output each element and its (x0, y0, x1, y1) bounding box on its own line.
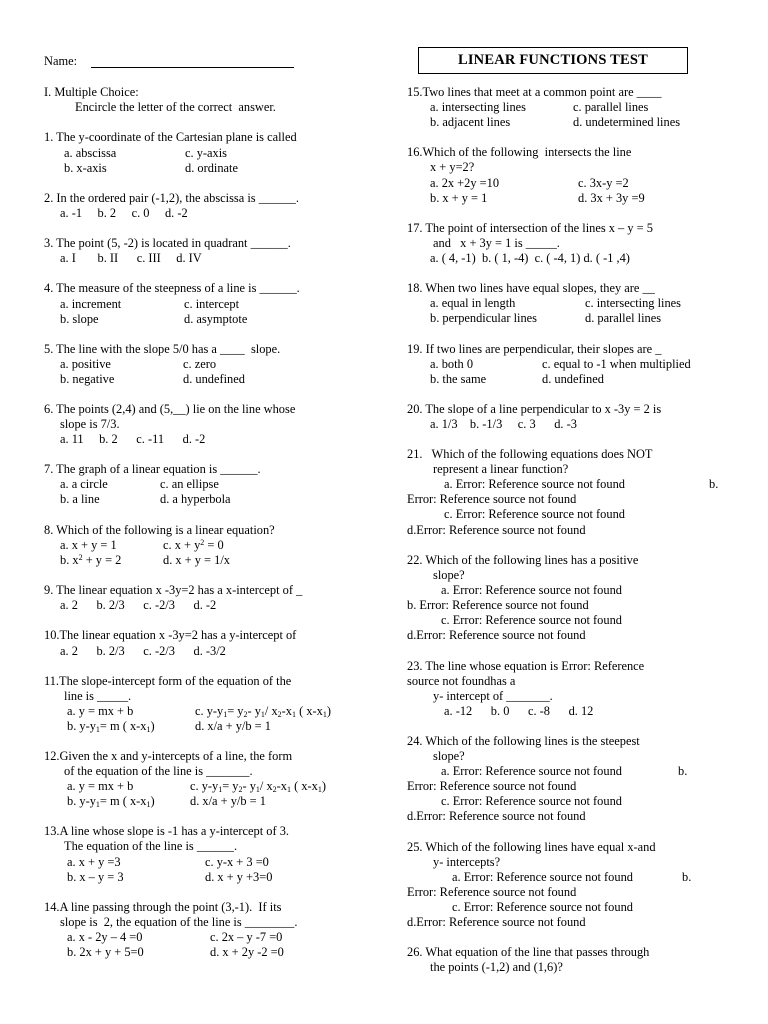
subscript: 1 (146, 800, 151, 809)
question-1: 1. The y-coordinate of the Cartesian plane is called (44, 130, 297, 144)
question-25: 25. Which of the following lines have equal x-and (407, 840, 656, 854)
choice-15d[interactable]: d. undetermined lines (573, 115, 681, 129)
choice-25c[interactable]: c. Error: Reference source not found (452, 900, 633, 914)
question-13-cont: The equation of the line is ______. (64, 839, 238, 853)
question-9: 9. The linear equation x -3y=2 has a x-intercept of _ (44, 583, 303, 597)
t: ( x-x (291, 779, 318, 793)
question-22-cont: slope? (433, 568, 465, 582)
question-4: 4. The measure of the steepness of a line is ______. (44, 281, 300, 295)
t: -x (281, 704, 292, 718)
choice-7a[interactable]: a. a circle (60, 477, 108, 491)
t: ) (321, 779, 326, 793)
choice-16d[interactable]: d. 3x + 3y =9 (578, 191, 645, 205)
question-24-cont: slope? (433, 749, 465, 763)
subscript: 1 (260, 710, 265, 719)
choice-22b[interactable]: b. Error: Reference source not found (407, 598, 589, 612)
choice-16a[interactable]: a. 2x +2y =10 (430, 176, 500, 190)
t: / x (264, 704, 278, 718)
choice-18b[interactable]: b. perpendicular lines (430, 311, 538, 325)
subscript: 1 (146, 725, 151, 734)
question-13: 13.A line whose slope is -1 has a y-intercept of 3. (44, 824, 290, 838)
question-25-cont: y- intercepts? (433, 855, 501, 869)
question-7: 7. The graph of a linear equation is ______. (44, 462, 261, 476)
choice-5b[interactable]: b. negative (60, 372, 115, 386)
question-15: 15.Two lines that meet at a common point are ____ (407, 85, 662, 99)
choices-10[interactable]: a. 2 b. 2/3 c. -2/3 d. -3/2 (60, 644, 226, 658)
subscript: 2 (238, 785, 243, 794)
choice-12a[interactable]: a. y = mx + b (67, 779, 134, 793)
choices-2[interactable]: a. -1 b. 2 c. 0 d. -2 (60, 206, 188, 220)
choice-21b-label[interactable]: b. (709, 477, 719, 491)
choice-25b[interactable]: Error: Reference source not found (407, 885, 577, 899)
choice-24b-label[interactable]: b. (678, 764, 688, 778)
question-21-cont: represent a linear function? (433, 462, 569, 476)
t: - y (247, 704, 261, 718)
choice-24a[interactable]: a. Error: Reference source not found (441, 764, 622, 778)
question-16: 16.Which of the following intersects the line (407, 145, 632, 159)
question-2: 2. In the ordered pair (-1,2), the abscissa is ______. (44, 191, 299, 205)
choice-13d[interactable]: d. x + y +3=0 (205, 870, 273, 884)
subscript: 1 (255, 785, 260, 794)
choice-13a[interactable]: a. x + y =3 (67, 855, 121, 869)
choice-5a[interactable]: a. positive (60, 357, 111, 371)
t: c. y-y (195, 704, 224, 718)
choice-1c[interactable]: c. y-axis (185, 146, 227, 160)
choice-8c-text-end: = 0 (204, 538, 224, 552)
question-8: 8. Which of the following is a linear equation? (44, 523, 275, 537)
choice-19b[interactable]: b. the same (430, 372, 487, 386)
choice-14d[interactable]: d. x + 2y -2 =0 (210, 945, 284, 959)
choice-15a[interactable]: a. intersecting lines (430, 100, 526, 114)
choice-14c[interactable]: c. 2x – y -7 =0 (210, 930, 283, 944)
question-18: 18. When two lines have equal slopes, they are __ (407, 281, 655, 295)
choice-13c[interactable]: c. y-x + 3 =0 (205, 855, 269, 869)
choice-24b[interactable]: Error: Reference source not found (407, 779, 577, 793)
choice-14b[interactable]: b. 2x + y + 5=0 (67, 945, 144, 959)
choice-15c[interactable]: c. parallel lines (573, 100, 649, 114)
choice-19d[interactable]: d. undefined (542, 372, 604, 386)
subscript: 2 (272, 785, 277, 794)
subscript: 1 (287, 785, 291, 794)
choice-7d[interactable]: d. a hyperbola (160, 492, 231, 506)
t: b. y-y (67, 794, 96, 808)
choices-9[interactable]: a. 2 b. 2/3 c. -2/3 d. -2 (60, 598, 217, 612)
choice-1d[interactable]: d. ordinate (185, 161, 238, 175)
question-14: 14.A line passing through the point (3,-1). If its (44, 900, 282, 914)
subscript: 1 (322, 710, 327, 719)
t: -x (276, 779, 287, 793)
choice-8b-text: b. x (60, 553, 79, 567)
choice-16c[interactable]: c. 3x-y =2 (578, 176, 629, 190)
question-23: 23. The line whose equation is Error: Reference (407, 659, 645, 673)
name-blank[interactable] (91, 67, 294, 68)
choice-21d[interactable]: d.Error: Reference source not found (407, 523, 586, 537)
choice-25a[interactable]: a. Error: Reference source not found (452, 870, 633, 884)
t: = m ( x-x (99, 719, 147, 733)
t: c. y-y (190, 779, 219, 793)
question-12: 12.Given the x and y-intercepts of a line, the form (44, 749, 293, 763)
choice-1a[interactable]: a. abscissa (64, 146, 117, 160)
choice-8c-text: c. x + y (163, 538, 201, 552)
choice-8b-text-end: + y = 2 (82, 553, 122, 567)
choices-20[interactable]: a. 1/3 b. -1/3 c. 3 d. -3 (430, 417, 577, 431)
choice-5d[interactable]: d. undefined (183, 372, 245, 386)
choice-25b-label[interactable]: b. (682, 870, 692, 884)
choice-24d[interactable]: d.Error: Reference source not found (407, 809, 586, 823)
choices-23[interactable]: a. -12 b. 0 c. -8 d. 12 (444, 704, 594, 718)
t: = y (227, 704, 244, 718)
choice-8a[interactable]: a. x + y = 1 (60, 538, 117, 552)
subscript: 1 (218, 785, 223, 794)
choice-1b[interactable]: b. x-axis (64, 161, 107, 175)
choice-11c[interactable] (195, 704, 331, 719)
choices-6[interactable]: a. 11 b. 2 c. -11 d. -2 (60, 432, 206, 446)
question-12-cont: of the equation of the line is _______. (64, 764, 253, 778)
subscript: 1 (292, 710, 296, 719)
question-23-cont2: y- intercept of _______. (433, 689, 553, 703)
choice-4a[interactable]: a. increment (60, 297, 122, 311)
question-16-cont: x + y=2? (430, 160, 475, 174)
choices-3[interactable]: a. I b. II c. III d. IV (60, 251, 202, 265)
choice-15b[interactable]: b. adjacent lines (430, 115, 511, 129)
choice-18a[interactable]: a. equal in length (430, 296, 516, 310)
choice-11b[interactable] (67, 719, 155, 734)
question-17-cont: and x + 3y = 1 is _____. (433, 236, 560, 250)
choice-14a[interactable]: a. x - 2y – 4 =0 (67, 930, 143, 944)
question-17: 17. The point of intersection of the lines x – y = 5 (407, 221, 653, 235)
question-24: 24. Which of the following lines is the steepest (407, 734, 640, 748)
choice-21c[interactable]: c. Error: Reference source not found (444, 507, 625, 521)
question-6: 6. The points (2,4) and (5,__) lie on the line whose (44, 402, 296, 416)
t: ( x-x (296, 704, 323, 718)
choices-17[interactable]: a. ( 4, -1) b. ( 1, -4) c. ( -4, 1) d. ( -1 ,4) (430, 251, 630, 265)
subscript: 1 (223, 710, 228, 719)
choice-13b[interactable]: b. x – y = 3 (67, 870, 124, 884)
choice-21b[interactable]: Error: Reference source not found (407, 492, 577, 506)
t: = y (222, 779, 239, 793)
choice-8b[interactable] (60, 553, 121, 568)
choice-4d[interactable]: d. asymptote (184, 312, 248, 326)
t: ) (326, 704, 331, 718)
subscript: 1 (95, 800, 100, 809)
choice-22c[interactable]: c. Error: Reference source not found (441, 613, 622, 627)
choice-12c[interactable] (190, 779, 326, 794)
t: ) (150, 794, 155, 808)
t: = m ( x-x (99, 794, 147, 808)
choice-24c[interactable]: c. Error: Reference source not found (441, 794, 622, 808)
t: / x (259, 779, 273, 793)
choice-4c[interactable]: c. intercept (184, 297, 240, 311)
question-21: 21. Which of the following equations does NOT (407, 447, 653, 461)
question-10: 10.The linear equation x -3y=2 has a y-intercept of (44, 628, 297, 642)
section-instruction: Encircle the letter of the correct answer. (75, 100, 276, 114)
choice-19c[interactable]: c. equal to -1 when multiplied (542, 357, 691, 371)
question-11: 11.The slope-intercept form of the equation of the (44, 674, 292, 688)
question-3: 3. The point (5, -2) is located in quadrant ______. (44, 236, 291, 250)
question-23-cont: source not foundhas a (407, 674, 516, 688)
choice-4b[interactable]: b. slope (60, 312, 99, 326)
question-20: 20. The slope of a line perpendicular to x -3y = 2 is (407, 402, 662, 416)
superscript: 2 (78, 553, 83, 562)
subscript: 2 (243, 710, 248, 719)
question-26-cont: the points (-1,2) and (1,6)? (430, 960, 563, 974)
question-6-cont: slope is 7/3. (60, 417, 120, 431)
choice-11a[interactable]: a. y = mx + b (67, 704, 134, 718)
subscript: 2 (277, 710, 282, 719)
name-label: Name: (44, 54, 78, 68)
question-14-cont: slope is 2, the equation of the line is ________. (60, 915, 298, 929)
choice-18c[interactable]: c. intersecting lines (585, 296, 681, 310)
choice-22d[interactable]: d.Error: Reference source not found (407, 628, 586, 642)
question-26: 26. What equation of the line that passes through (407, 945, 650, 959)
question-5: 5. The line with the slope 5/0 has a ____ slope. (44, 342, 281, 356)
choice-16b[interactable]: b. x + y = 1 (430, 191, 488, 205)
superscript: 2 (200, 538, 205, 547)
section-heading: I. Multiple Choice: (44, 85, 139, 99)
test-title: LINEAR FUNCTIONS TEST (418, 47, 688, 74)
subscript: 1 (95, 725, 100, 734)
question-11-cont: line is _____. (64, 689, 132, 703)
question-22: 22. Which of the following lines has a positive (407, 553, 639, 567)
subscript: 1 (317, 785, 322, 794)
choice-22a[interactable]: a. Error: Reference source not found (441, 583, 622, 597)
choice-8c[interactable] (163, 538, 224, 553)
choice-11d[interactable]: d. x/a + y/b = 1 (195, 719, 271, 733)
choice-7b[interactable]: b. a line (60, 492, 100, 506)
t: - y (242, 779, 256, 793)
choice-12b[interactable] (67, 794, 155, 809)
choice-18d[interactable]: d. parallel lines (585, 311, 662, 325)
t: ) (150, 719, 155, 733)
choice-19a[interactable]: a. both 0 (430, 357, 474, 371)
choice-5c[interactable]: c. zero (183, 357, 217, 371)
choice-8d[interactable]: d. x + y = 1/x (163, 553, 230, 567)
t: b. y-y (67, 719, 96, 733)
choice-12d[interactable]: d. x/a + y/b = 1 (190, 794, 266, 808)
choice-7c[interactable]: c. an ellipse (160, 477, 219, 491)
choice-21a[interactable]: a. Error: Reference source not found (444, 477, 625, 491)
question-19: 19. If two lines are perpendicular, their slopes are _ (407, 342, 662, 356)
choice-25d[interactable]: d.Error: Reference source not found (407, 915, 586, 929)
